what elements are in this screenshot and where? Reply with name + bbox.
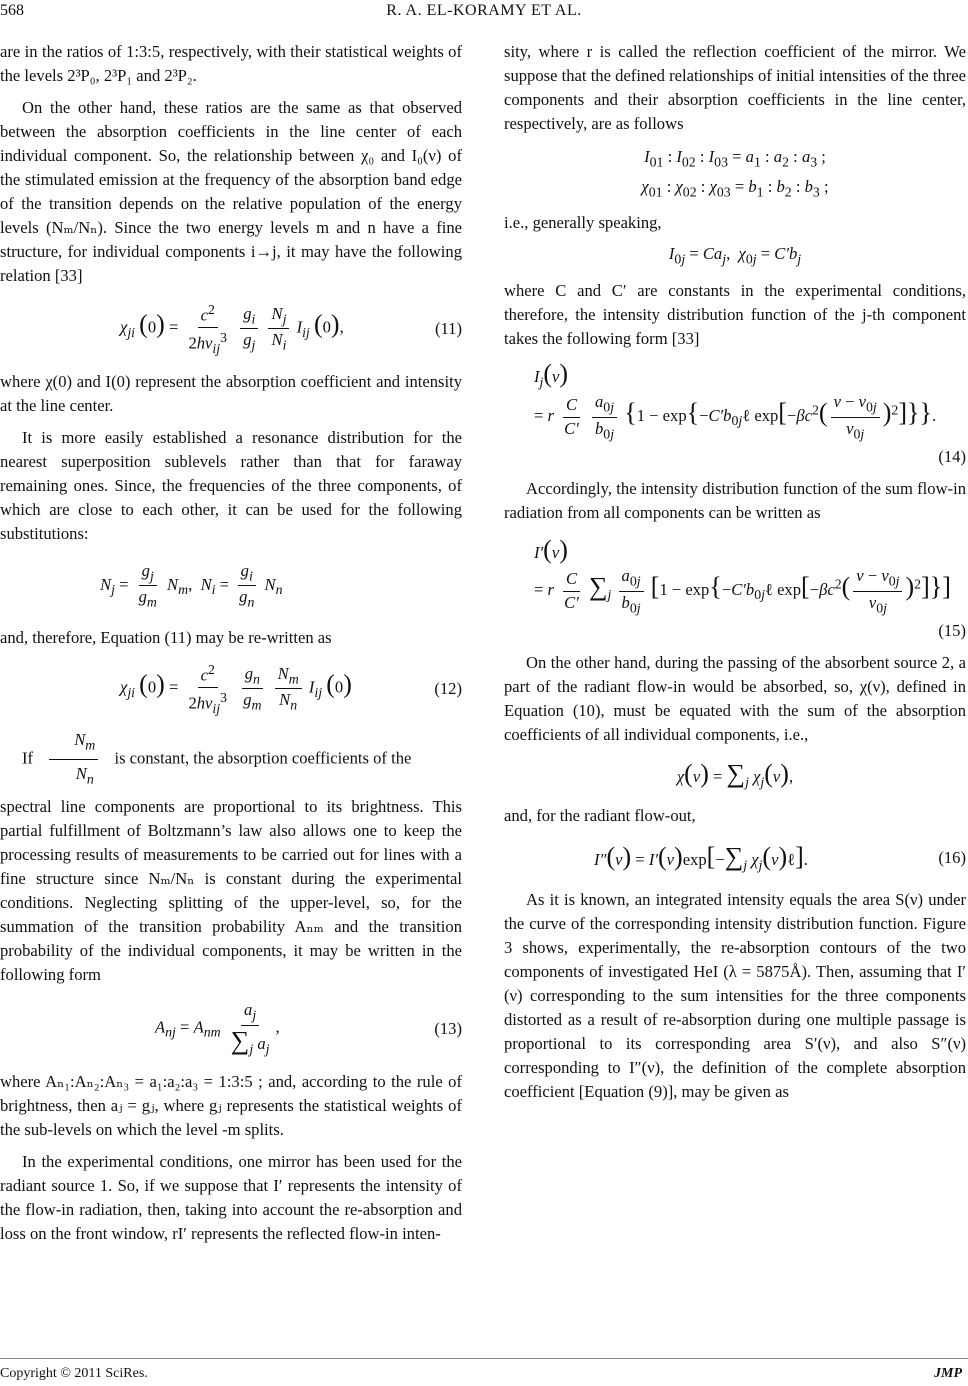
general-relation-math: $I_{0j} = Ca_j$, $\chi_{0j} = C'b_j$ (668, 244, 802, 267)
absorption-sum-math: $\chi(\nu) = \sum_j$ $\chi_j(\nu)$, (676, 759, 794, 790)
absorption-ratio: $\chi_{01}$ : $\chi_{02}$ : $\chi_{03} = b_1$ : $b_2$ : $b_3$ ; (641, 176, 829, 199)
right-paragraph-6: and, for the radiant flow-out, (504, 805, 696, 825)
eq11-math: $\chi_{ji}$ (0) = $\frac{c^2}{2h\nu_{ij}^3}$ $\frac{g_i}{g_j}$ $\frac{N_j}{N_i}$ $I_{ij}$ (0), (120, 302, 344, 356)
eq15-number: (15) (938, 621, 966, 641)
right-paragraph-3: where C and C′ are constants in the experimental conditions, therefore, the intensity distribution function of the j-th component takes the following form [33] (504, 280, 966, 348)
running-head: R. A. EL-KORAMY ET AL. (386, 2, 582, 19)
equation-12 (0, 662, 462, 716)
right-paragraph-2: i.e., generally speaking, (504, 213, 662, 233)
right-column (504, 40, 966, 1104)
eq12-math: $\chi_{ji}$ (0) = $\frac{c^2}{2h\nu_{ij}^3}$ $\frac{g_n}{g_m}$ $\frac{N_m}{N_n}$ $I_{ij}$ (0) (120, 661, 352, 716)
left-paragraph-3: where χ(0) and I(0) represent the absorption coefficient and intensity at the line center. (0, 371, 462, 415)
left-paragraph-4: It is more easily established a resonance distribution for the nearest superposition sublevels rather than that for faraway remaining ones. Since, the frequencies of the three components, of which are close to each other, it can be used for the following substitutions: (0, 427, 462, 543)
eq12-number: (12) (434, 678, 462, 698)
eq16-math: $I''(\nu) = I'(\nu)\exp[-\sum_j$ $\chi_j(\nu)\ell$]. (594, 841, 808, 872)
page-number: 568 (0, 2, 24, 19)
substitution-math: $N_j$ = $\frac{g_j}{g_m}$ $N_m$, $N_i$ = $\frac{g_i}{g_n}$ $N_n$ (100, 560, 283, 610)
general-relation (504, 245, 966, 267)
eq13-math: $A_{nj} = A_{nm}$ $\frac{a_j}{\sum_j a_j}$ , (155, 1000, 280, 1057)
journal-abbrev: JMP (934, 1366, 962, 1381)
equation-13 (0, 1001, 462, 1056)
if-word: If (22, 748, 34, 768)
eq15-lhs: I′(ν) (534, 535, 568, 565)
left-paragraph-5: and, therefore, Equation (11) may be re-written as (0, 627, 332, 647)
right-paragraph-5: On the other hand, during the passing of the absorbent source 2, a part of the radiant flow-in would be absorbed, so, χ(ν), defined in Equation (10), must be equated with the sum of the absorption coefficients of all individual components, i.e., (504, 653, 966, 745)
right-paragraph-7: As it is known, an integrated intensity equals the area S(ν) under the curve of the corresponding intensity distribution function. Figure 3 shows, experimentally, the re-absorption contours of the two components of investigated HeI (λ = 5875Å). Then, assuming that I′(ν) corresponding to the sum intensities for the three components distorted as a result of re-absorption during one multiple passage is proportional to its corresponding area S′(ν), and also S″(ν) corresponding to I″(ν), the definition of the complete absorption coefficient [Equation (9)], may be given as (504, 890, 966, 1102)
if-rest: is constant, the absorption coefficients of the (114, 748, 412, 768)
intensity-ratio: $I_{01}$ : $I_{02}$ : $I_{03} = a_1$ : $a_2$ : $a_3$ ; (644, 147, 826, 170)
eq14-lhs: $I_j(\nu)$ (534, 358, 569, 389)
left-paragraph-9: In the experimental conditions, one mirror has been used for the radiant source 1. So, if we suppose that I′ represents the intensity of the flow-in radiation, then, taking into account the re-absorption and loss on the front window, rI′ represents the reflected flow-in inten- (0, 1152, 462, 1244)
right-paragraph-1: sity, where r is called the reflection coefficient of the mirror. We suppose that the defined relationships of initial intensities of the three components and their absorption coefficients in the line center, respectively, are as follows (504, 42, 966, 133)
footer-rule (0, 1358, 968, 1359)
equation-16 (504, 841, 966, 873)
eq16-number: (16) (938, 847, 966, 867)
eq14-rhs: = r $\frac{C}{C'}$ $\frac{a_{0j}}{b_{0j}}$ {$1 - \exp\{-C'b_{0j}\ell$ $\exp[-\beta c^2$( $\frac{\nu - \nu_{0j}}{\nu_{0j}}$ )$^2$]}}. (534, 392, 937, 441)
eq13-number: (13) (434, 1018, 462, 1038)
equation-11 (0, 302, 462, 356)
left-paragraph-1: are in the ratios of 1:3:5, respectively, with their statistical weights of the levels 2³P₀, 2³P₁ and 2³P₂. (0, 42, 462, 85)
equation-15 (504, 537, 966, 615)
nm-ratio: $\frac{N_m}{N_n}$ (49, 728, 98, 792)
eq11-number: (11) (434, 318, 462, 338)
left-column (0, 40, 462, 1246)
eq14-number: (14) (938, 447, 966, 467)
absorption-sum-equation (504, 761, 966, 790)
right-paragraph-4: Accordingly, the intensity distribution function of the sum flow-in radiation from all components can be written as (504, 479, 966, 523)
ratio-equations (504, 144, 966, 203)
copyright-notice: Copyright © 2011 SciRes. (0, 1366, 148, 1381)
left-paragraph-8: where Aₙ₁:Aₙ₂:Aₙ₃ = a₁:a₂:a₃ = 1:3:5 ; and, according to the rule of brightness, then aⱼ = gⱼ, where gⱼ represents the statistical weights of the sub-levels on which the level -m splits. (0, 1072, 462, 1140)
left-paragraph-6 (0, 728, 462, 792)
eq15-rhs: = r $\frac{C}{C'}$ $\sum_j$ $\frac{a_{0j}}{b_{0j}}$ [$1 - \exp\{-C'b_{0j}\ell$ $\exp[-\beta c^2$( $\frac{\nu - \nu_{0j}}{\nu_{0j}}$ )$^2$]}] (534, 566, 951, 615)
substitution-equation (0, 562, 462, 610)
equation-14 (504, 358, 966, 442)
left-paragraph-7: spectral line components are proportional to its brightness. This partial fulfillment of Boltzmann’s law also allows one to keep the processing results of measurements to be carried out for lines with a fine structure since Nₘ/Nₙ is constant during the experimental conditions. Neglecting splitting of the upper-level, so, for the summation of the transition probability Aₙₘ and the transition probability of the individual components, it may be written in the following form (0, 797, 462, 985)
left-paragraph-2: On the other hand, these ratios are the same as that observed between the absorption coefficients in the line center of each individual component. So, the relationship between χ₀ and I₀(ν) of the stimulated emission at the frequency of the absorption band edge of the transition depends on the relative population of the energy levels (Nₘ/Nₙ). Since the two energy levels m and n have a fine structure, for individual components i→j, it may have the following relation [33] (0, 98, 462, 285)
